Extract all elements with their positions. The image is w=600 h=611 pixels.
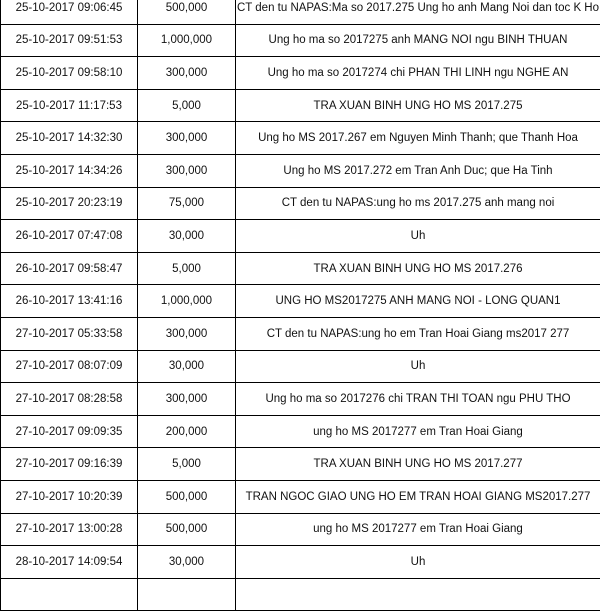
table-row (1, 122, 600, 155)
table-row (1, 220, 600, 253)
datetime-cell (1, 578, 138, 611)
description-cell: Ung ho MS 2017.267 em Nguyen Minh Thanh; que Thanh Hoa (236, 122, 600, 155)
amount-cell: 300,000 (138, 317, 236, 350)
table-row (1, 383, 600, 416)
description-cell: CT den tu NAPAS:ung ho em Tran Hoai Giang ms2017 277 (236, 317, 600, 350)
table-row (1, 350, 600, 383)
description-cell: Uh (236, 220, 600, 253)
description-cell: TRAN NGOC GIAO UNG HO EM TRAN HOAI GIANG MS2017.277 (236, 480, 600, 513)
datetime-cell: 26-10-2017 13:41:16 (1, 285, 138, 318)
description-cell: UNG HO MS2017275 ANH MANG NOI - LONG QUAN1 (236, 285, 600, 318)
amount-cell: 1,000,000 (138, 24, 236, 57)
table-row (1, 448, 600, 481)
table-row (1, 24, 600, 57)
datetime-cell: 27-10-2017 09:16:39 (1, 448, 138, 481)
datetime-cell: 27-10-2017 08:28:58 (1, 383, 138, 416)
amount-cell: 5,000 (138, 89, 236, 122)
description-cell: ung ho MS 2017277 em Tran Hoai Giang (236, 415, 600, 448)
datetime-cell: 25-10-2017 09:51:53 (1, 24, 138, 57)
datetime-cell: 27-10-2017 10:20:39 (1, 480, 138, 513)
amount-cell: 500,000 (138, 0, 236, 24)
amount-cell: 200,000 (138, 415, 236, 448)
description-cell: Ung ho ma so 2017275 anh MANG NOI ngu BINH THUAN (236, 24, 600, 57)
table-row (1, 317, 600, 350)
table-row (1, 546, 600, 579)
description-cell: TRA XUAN BINH UNG HO MS 2017.275 (236, 89, 600, 122)
table-row (1, 89, 600, 122)
amount-cell: 5,000 (138, 448, 236, 481)
amount-cell: 300,000 (138, 57, 236, 90)
table-row (1, 252, 600, 285)
datetime-cell: 27-10-2017 09:09:35 (1, 415, 138, 448)
amount-cell: 1,000,000 (138, 285, 236, 318)
table-row (1, 415, 600, 448)
datetime-cell: 27-10-2017 13:00:28 (1, 513, 138, 546)
description-cell: Ung ho ma so 2017276 chi TRAN THI TOAN ngu PHU THO (236, 383, 600, 416)
datetime-cell: 25-10-2017 14:34:26 (1, 154, 138, 187)
description-cell: ung ho MS 2017277 em Tran Hoai Giang (236, 513, 600, 546)
datetime-cell: 25-10-2017 09:58:10 (1, 57, 138, 90)
description-cell: Uh (236, 546, 600, 579)
table-row (1, 0, 600, 24)
description-cell: TRA XUAN BINH UNG HO MS 2017.276 (236, 252, 600, 285)
description-cell: Ung ho MS 2017.272 em Tran Anh Duc; que Ha Tinh (236, 154, 600, 187)
amount-cell: 30,000 (138, 546, 236, 579)
amount-cell: 5,000 (138, 252, 236, 285)
amount-cell (138, 578, 236, 611)
amount-cell: 300,000 (138, 122, 236, 155)
description-cell: CT den tu NAPAS:ung ho ms 2017.275 anh mang noi (236, 187, 600, 220)
description-cell: TRA XUAN BINH UNG HO MS 2017.277 (236, 448, 600, 481)
amount-cell: 30,000 (138, 350, 236, 383)
datetime-cell: 25-10-2017 20:23:19 (1, 187, 138, 220)
datetime-cell: 25-10-2017 14:32:30 (1, 122, 138, 155)
amount-cell: 500,000 (138, 480, 236, 513)
table-row (1, 154, 600, 187)
table-row (1, 285, 600, 318)
amount-cell: 500,000 (138, 513, 236, 546)
datetime-cell: 25-10-2017 09:06:45 (1, 0, 138, 24)
datetime-cell: 26-10-2017 07:47:08 (1, 220, 138, 253)
description-cell: CT den tu NAPAS:Ma so 2017.275 Ung ho anh Mang Noi dan toc K Ho (236, 0, 600, 24)
datetime-cell: 27-10-2017 08:07:09 (1, 350, 138, 383)
table-row (1, 480, 600, 513)
datetime-cell: 26-10-2017 09:58:47 (1, 252, 138, 285)
amount-cell: 75,000 (138, 187, 236, 220)
table-row (1, 513, 600, 546)
table-row (1, 578, 600, 611)
transaction-table-body (1, 0, 600, 611)
datetime-cell: 27-10-2017 05:33:58 (1, 317, 138, 350)
datetime-cell: 28-10-2017 14:09:54 (1, 546, 138, 579)
description-cell: Uh (236, 350, 600, 383)
datetime-cell: 25-10-2017 11:17:53 (1, 89, 138, 122)
description-cell: Ung ho ma so 2017274 chi PHAN THI LINH ngu NGHE AN (236, 57, 600, 90)
amount-cell: 300,000 (138, 154, 236, 187)
table-row (1, 187, 600, 220)
table-row (1, 57, 600, 90)
amount-cell: 30,000 (138, 220, 236, 253)
description-cell (236, 578, 600, 611)
amount-cell: 300,000 (138, 383, 236, 416)
